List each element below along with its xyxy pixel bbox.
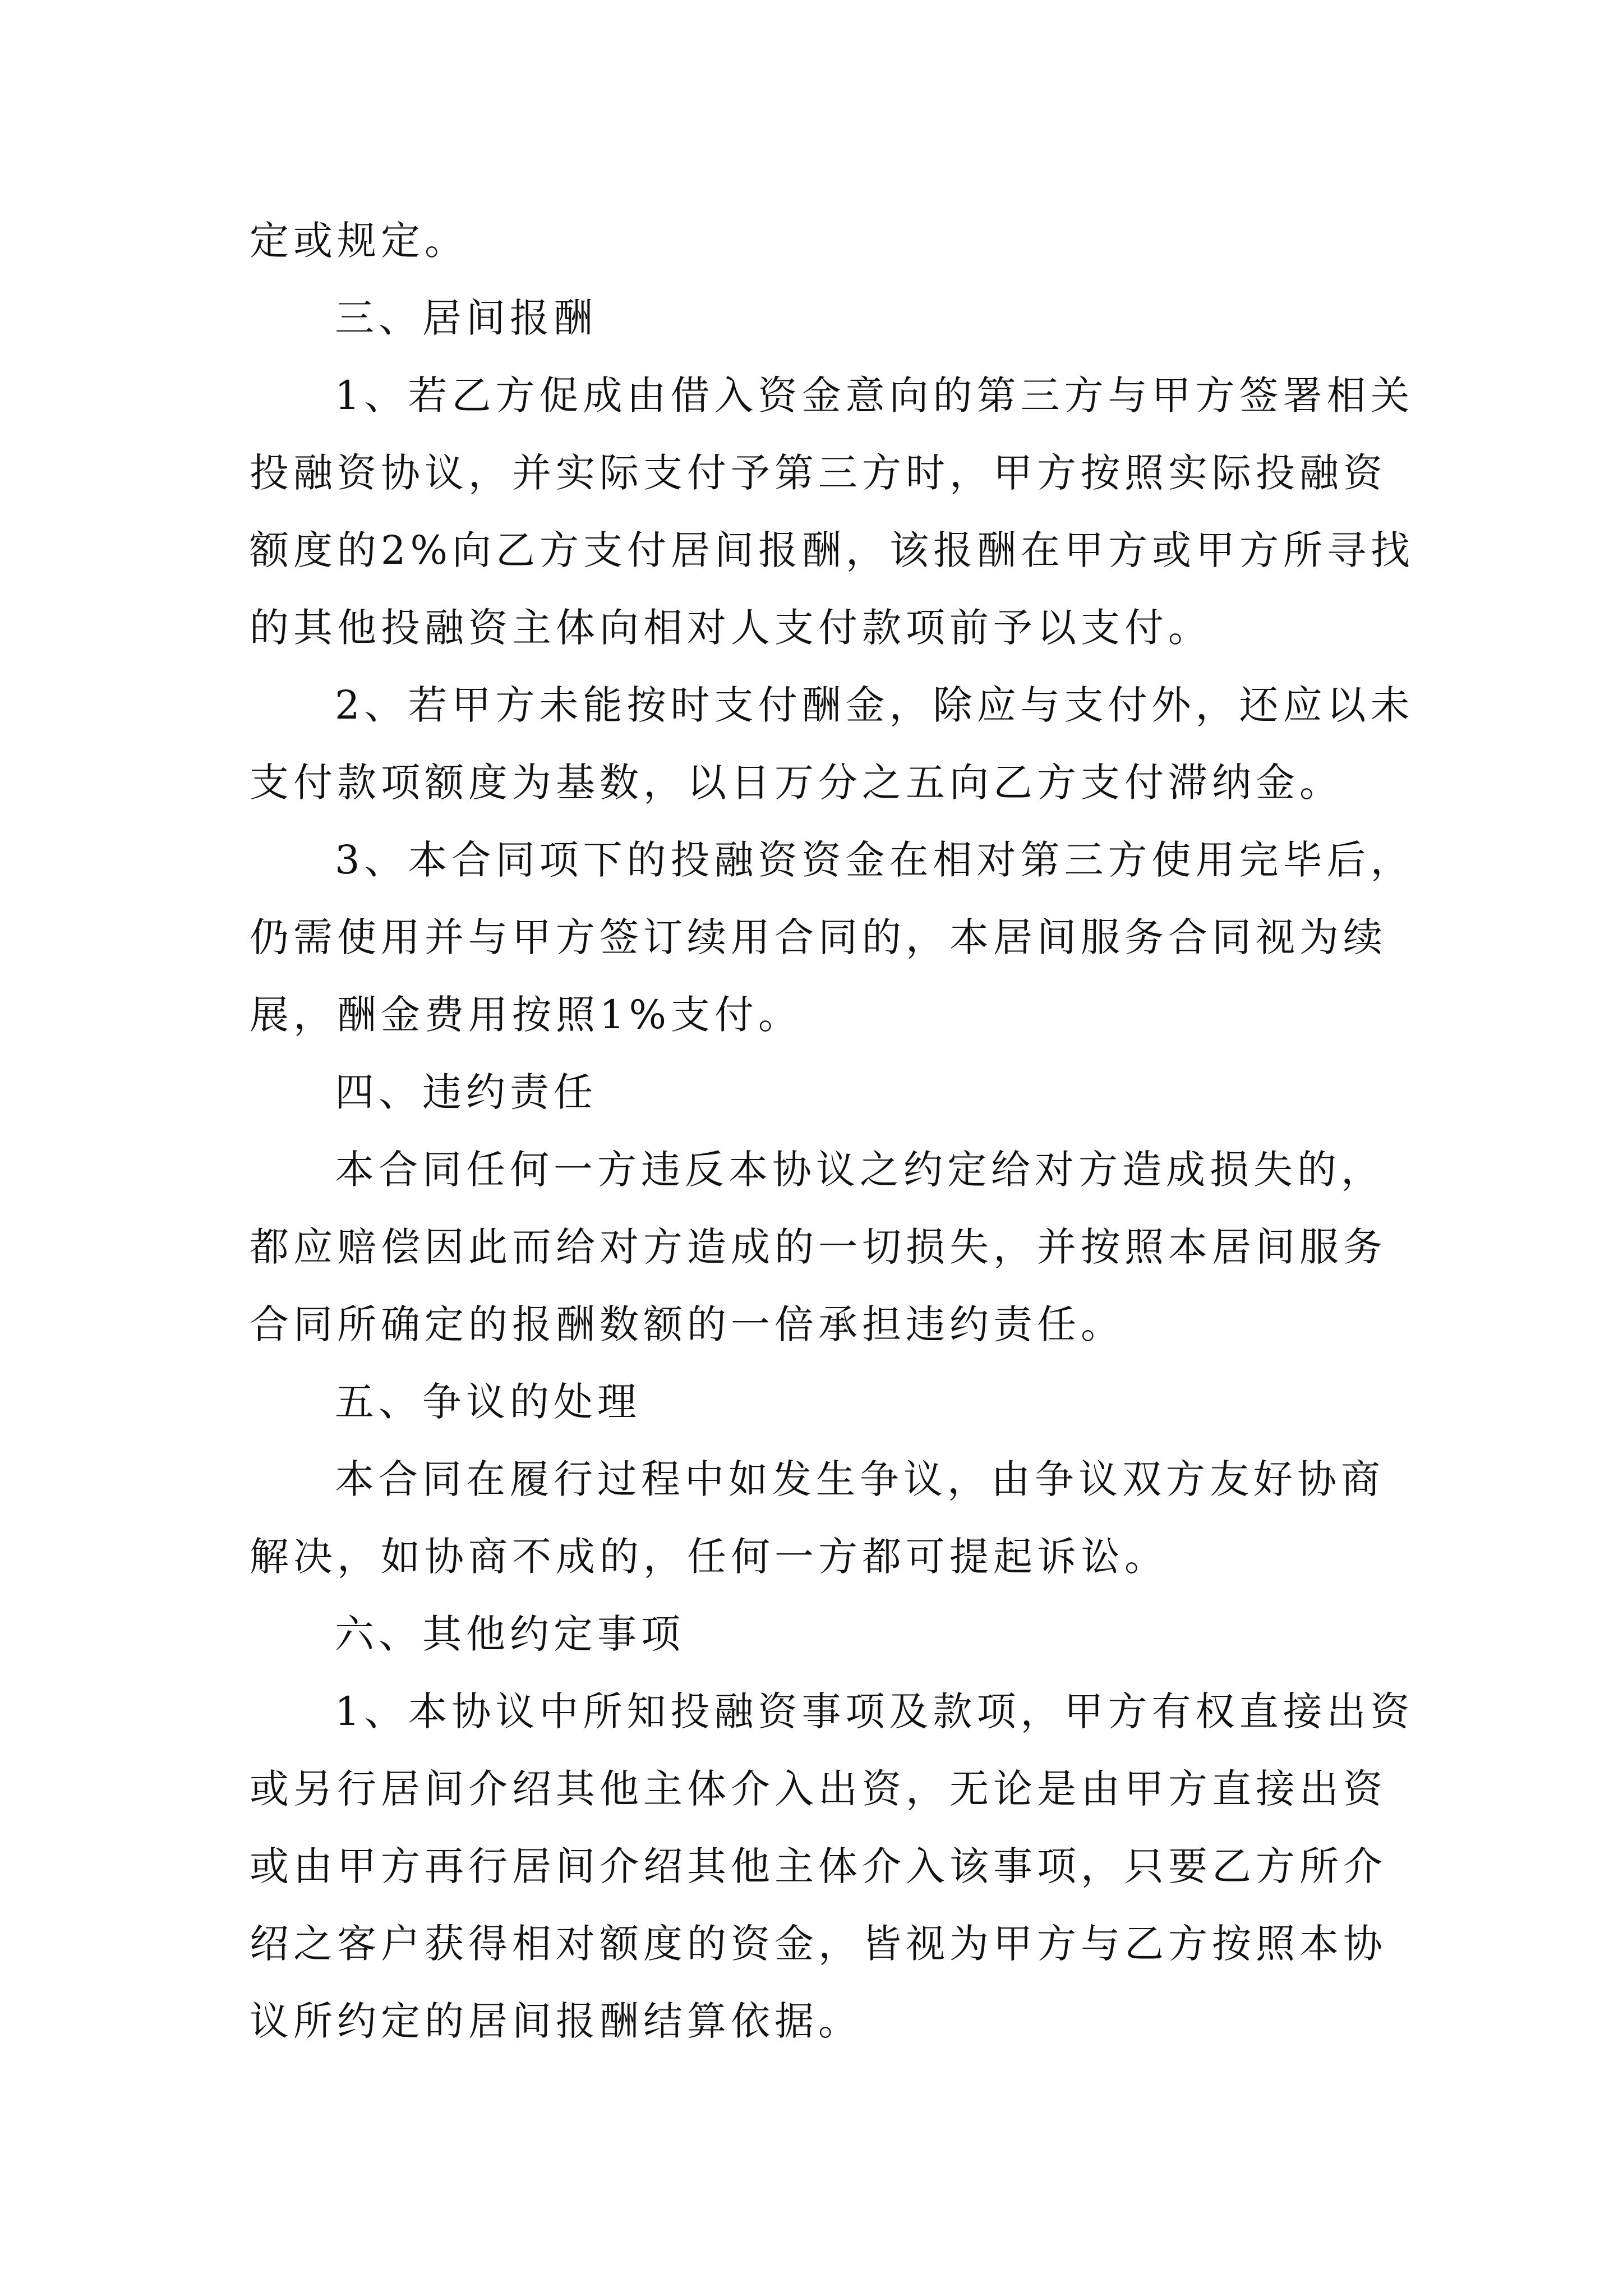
section-heading-other-matters: 六、其他约定事项 — [335, 1611, 685, 1657]
clause-dispute: 本合同在履行过程中如发生争议，由争议双方友好协商解决，如协商不成的，任何一方都可提起诉讼。 — [250, 1456, 1385, 1580]
section-heading-remuneration: 三、居间报酬 — [335, 295, 597, 341]
document-body — [250, 202, 1416, 2060]
section-heading-dispute: 五、争议的处理 — [335, 1379, 641, 1425]
clause-remuneration-2: 2、若甲方未能按时支付酬金，除应与支付外，还应以未支付款项额度为基数，以日万分之五向乙方支付滞纳金。 — [250, 682, 1414, 806]
continuation-paragraph: 定或规定。 — [250, 218, 468, 264]
section-heading-liability: 四、违约责任 — [335, 1069, 597, 1115]
clause-other-matters-1: 1、本协议中所知投融资事项及款项，甲方有权直接出资或另行居间介绍其他主体介入出资，无论是由甲方直接出资或由甲方再行居间介绍其他主体介入该事项，只要乙方所介绍之客户获得相对额度的资金，皆视为甲方与乙方按照本协议所约定的居间报酬结算依据。 — [250, 1688, 1414, 2044]
clause-liability: 本合同任何一方违反本协议之约定给对方造成损失的，都应赔偿因此而给对方造成的一切损失，并按照本居间服务合同所确定的报酬数额的一倍承担违约责任。 — [250, 1147, 1387, 1347]
clause-remuneration-3: 3、本合同项下的投融资资金在相对第三方使用完毕后，仍需使用并与甲方签订续用合同的，本居间服务合同视为续展，酬金费用按照1%支付。 — [250, 837, 1414, 1038]
clause-remuneration-1: 1、若乙方促成由借入资金意向的第三方与甲方签署相关投融资协议，并实际支付予第三方时，甲方按照实际投融资额度的2%向乙方支付居间报酬，该报酬在甲方或甲方所寻找的其他投融资主体向相对人支付款项前予以支付。 — [250, 372, 1415, 651]
